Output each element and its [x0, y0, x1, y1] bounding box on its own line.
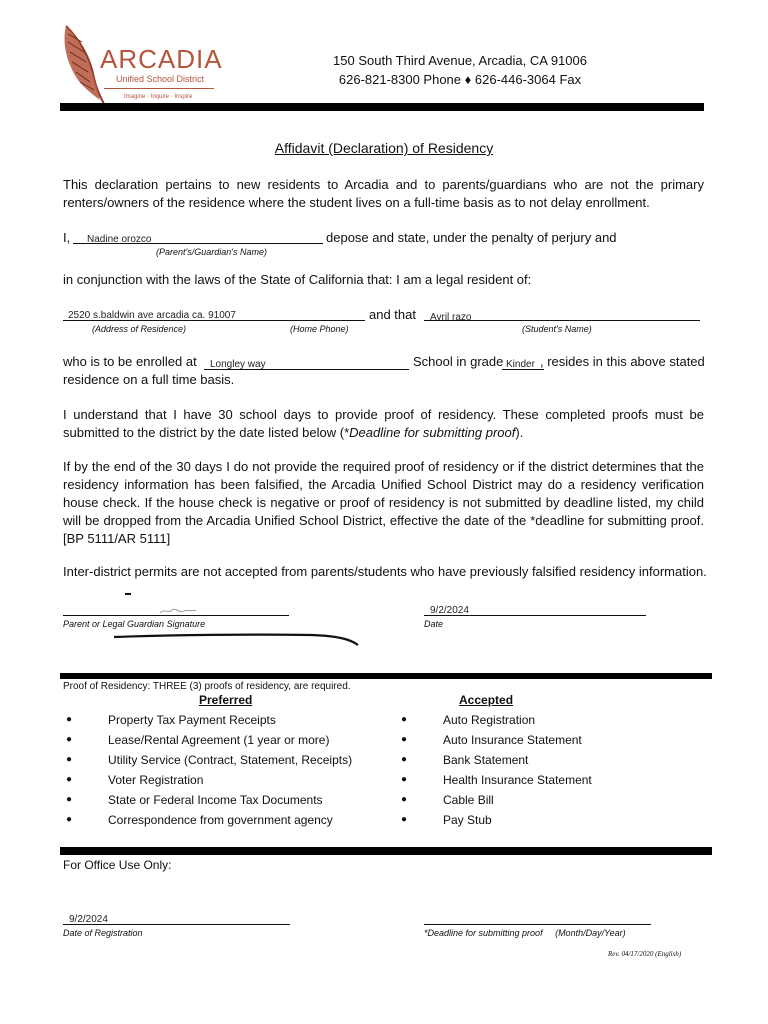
signature-line: [63, 615, 289, 616]
document-title: Affidavit (Declaration) of Residency: [274, 140, 494, 156]
logo-name: ARCADIA: [100, 44, 223, 74]
registration-date-value[interactable]: 9/2/2024: [69, 914, 108, 925]
preferred-item: ● Voter Registration: [66, 770, 386, 790]
line4-prefix: who is to be enrolled at: [63, 354, 197, 369]
deadline-line: [424, 924, 651, 925]
proof-deadline-paragraph: [63, 406, 704, 442]
line4-suffix: , resides in this above stated: [540, 354, 705, 369]
registration-date-caption: Date of Registration: [63, 928, 143, 938]
accepted-item: ● Auto Registration: [401, 710, 701, 730]
line2-text: in conjunction with the laws of the State of California that: I am a legal resident of:: [63, 272, 532, 287]
proofs-heading: Proof of Residency: THREE (3) proofs of residency, are required.: [63, 681, 351, 692]
accepted-title: Accepted: [459, 693, 514, 707]
pen-stroke-mark: [112, 632, 362, 648]
stray-mark: [125, 593, 131, 595]
address-value[interactable]: 2520 s.baldwin ave arcadia ca. 91007: [68, 310, 236, 321]
falsified-paragraph: If by the end of the 30 days I do not provide the required proof of residency or if the district determines that the residency information has been falsified, the Arcadia Unified School District may do a residency verification house check. If the house check is negative or proof of residency is not submitted by deadline listed, my child will be dropped from the Arcadia Unified School District, effective the date of the *deadline for submitting proof. [BP 5111/AR 5111]: [63, 459, 704, 546]
revision-note: Rev. 04/17/2020 (English): [608, 950, 682, 958]
office-rule: [60, 847, 712, 855]
and-that-text: and that: [369, 307, 416, 322]
proof-paragraph-end: ).: [515, 425, 524, 440]
preferred-item: ● Utility Service (Contract, Statement, Receipts): [66, 750, 386, 770]
home-phone-caption: (Home Phone): [290, 324, 349, 334]
preferred-list: [66, 710, 386, 830]
logo-tagline: Imagine · Inquire · Inspire: [124, 94, 193, 100]
interdistrict-paragraph: Inter-district permits are not accepted from parents/students who have previously falsified residency information.: [63, 564, 707, 579]
district-address: 150 South Third Avenue, Arcadia, CA 91006: [333, 53, 587, 68]
line4-continuation: residence on a full time basis.: [63, 372, 235, 387]
signature-date-value[interactable]: 9/2/2024: [430, 605, 469, 616]
accepted-item: ● Pay Stub: [401, 810, 701, 830]
signature-caption: Parent or Legal Guardian Signature: [63, 619, 206, 629]
guardian-name-caption: (Parent's/Guardian's Name): [156, 247, 267, 257]
proof-paragraph-italic: Deadline for submitting proof: [349, 425, 516, 440]
logo-underline: [104, 88, 214, 89]
preferred-title: Preferred: [199, 693, 253, 707]
office-use-heading: For Office Use Only:: [63, 858, 172, 872]
header-rule: [60, 103, 704, 111]
address-caption: (Address of Residence): [92, 324, 187, 334]
logo-subtitle: Unified School District: [116, 74, 205, 84]
intro-paragraph: This declaration pertains to new residents to Arcadia and to parents/guardians who are not the primary renters/owners of the residence where the student lives on a full-time basis as to not delay enrollment.: [63, 177, 704, 210]
deadline-caption: *Deadline for submitting proof (Month/Day/Year): [424, 928, 626, 938]
accepted-list: [401, 710, 701, 830]
preferred-item: ● State or Federal Income Tax Documents: [66, 790, 386, 810]
student-name-caption: (Student's Name): [522, 324, 592, 334]
accepted-item: ● Cable Bill: [401, 790, 701, 810]
preferred-item: ● Property Tax Payment Receipts: [66, 710, 386, 730]
line1-suffix: depose and state, under the penalty of perjury and: [326, 230, 617, 245]
district-phone-fax: 626-821-8300 Phone ♦ 626-446-3064 Fax: [338, 72, 582, 87]
line1-prefix: I,: [63, 230, 71, 245]
accepted-item: ● Auto Insurance Statement: [401, 730, 701, 750]
district-logo: [60, 22, 230, 106]
grade-value[interactable]: Kinder: [506, 359, 535, 370]
proofs-rule: [60, 673, 712, 679]
school-value[interactable]: Longley way: [210, 359, 266, 370]
preferred-item: ● Correspondence from government agency: [66, 810, 386, 830]
line4-middle: School in grade: [413, 354, 504, 369]
proof-paragraph-text: I understand that I have 30 school days to provide proof of residency. These completed proofs must be submitted to the district by the date listed below (*: [63, 407, 704, 440]
preferred-item: ● Lease/Rental Agreement (1 year or more): [66, 730, 386, 750]
accepted-item: ● Bank Statement: [401, 750, 701, 770]
signature-date-caption: Date: [424, 619, 444, 629]
student-name-value[interactable]: Avril razo: [430, 312, 472, 323]
guardian-name-value[interactable]: Nadine orozco: [87, 234, 152, 245]
accepted-item: ● Health Insurance Statement: [401, 770, 701, 790]
